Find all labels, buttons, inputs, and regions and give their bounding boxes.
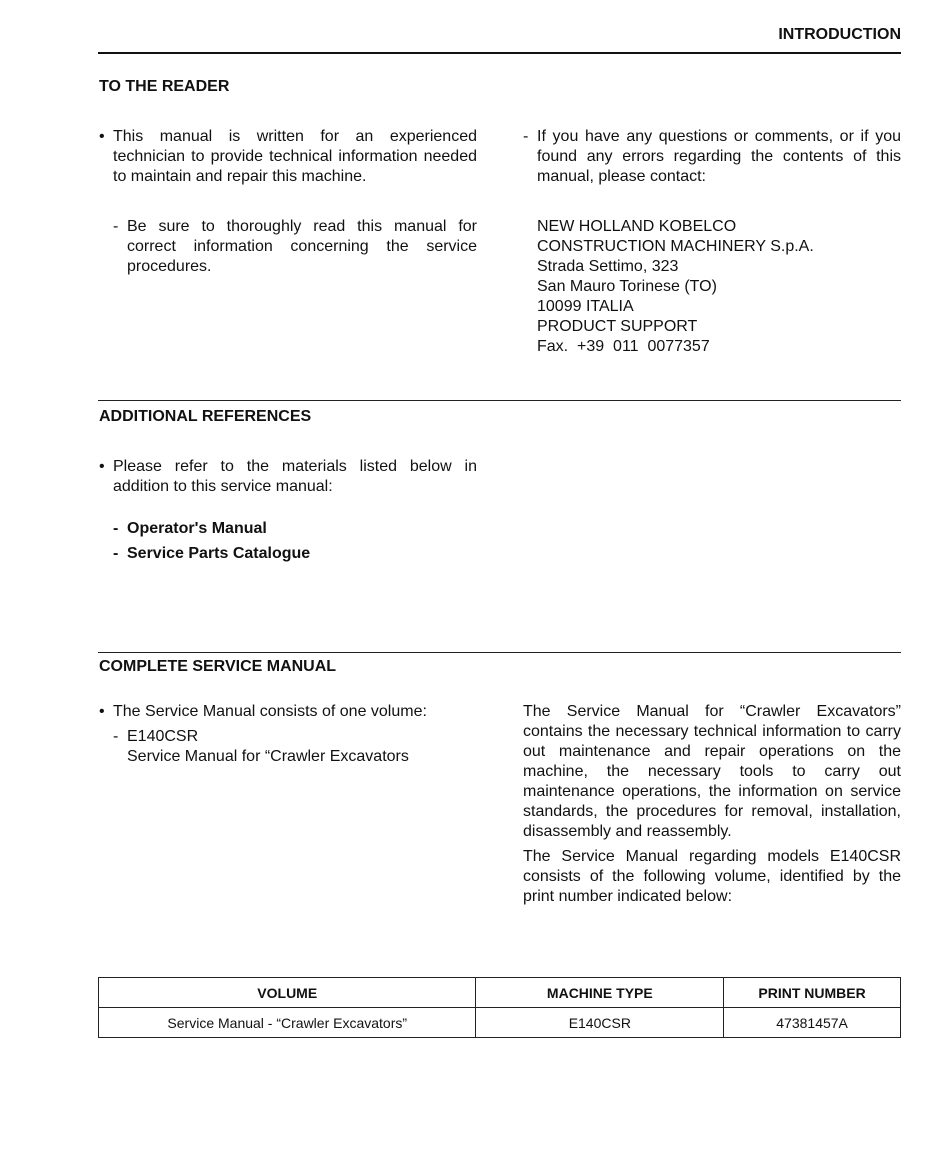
dash-mark: - [113,218,119,235]
reference-item-parts-catalogue: Service Parts Catalogue [127,545,311,562]
section-title-reader: TO THE READER [99,78,230,95]
references-para: Please refer to the materials listed below in addition to this service manual: [113,458,477,495]
dash-mark: - [113,520,119,537]
reader-para-3: If you have any questions or comments, or if you found any errors regarding the contents of this manual, please contact: [537,128,901,185]
complete-model-desc: Service Manual for “Crawler Excavators [127,748,409,765]
section-divider [98,400,901,401]
contact-address-block [537,217,901,357]
complete-model: E140CSR [127,728,199,745]
contact-line: Strada Settimo, 323 [537,258,679,275]
section-title-references: ADDITIONAL REFERENCES [99,408,312,425]
reference-item-operators-manual: Operator's Manual [127,520,267,537]
complete-right-para-1: The Service Manual for “Crawler Excavators” contains the necessary technical information to carry out maintenance and repair operations on the machine, the necessary tools to carry out maintenance operations, the information on service standards, the procedures for removal, installation, disassembly and reassembly. [523,703,901,840]
cell-print-number: 47381457A [724,1008,901,1038]
cell-machine-type: E140CSR [476,1008,724,1038]
col-header-machine-type: MACHINE TYPE [476,978,724,1008]
complete-bullet-text: The Service Manual consists of one volume: [113,703,427,720]
bullet-mark: • [99,458,105,475]
contact-line: CONSTRUCTION MACHINERY S.p.A. [537,238,814,255]
page-header-title: INTRODUCTION [778,26,901,43]
contact-line: San Mauro Torinese (TO) [537,278,717,295]
cell-volume: Service Manual - “Crawler Excavators” [99,1008,476,1038]
contact-line: PRODUCT SUPPORT [537,318,698,335]
reader-contact-intro [523,127,901,187]
volume-table [98,977,901,1038]
references-bullet [99,457,477,497]
col-header-volume: VOLUME [99,978,476,1008]
section-divider [98,652,901,653]
col-header-print-number: PRINT NUMBER [724,978,901,1008]
reader-bullet-1 [99,127,477,187]
bullet-mark: • [99,703,105,720]
reference-item [113,519,477,539]
reader-para-2: Be sure to thoroughly read this manual for correct information concerning the service procedures. [127,218,477,275]
reference-item [113,544,477,564]
dash-mark: - [113,728,119,745]
complete-right-para-2: The Service Manual regarding models E140CSR consists of the following volume, identified by the print number indicated below: [523,848,901,905]
reader-para-1: This manual is written for an experienced technician to provide technical information needed to maintain and repair this machine. [113,128,477,185]
section-title-complete: COMPLETE SERVICE MANUAL [99,658,337,675]
contact-fax: Fax. +39 011 0077357 [537,338,710,355]
bullet-mark: • [99,128,105,145]
complete-bullet [99,702,477,722]
reader-dash-item [113,217,477,277]
header-rule [98,52,901,54]
dash-mark: - [523,128,529,145]
dash-mark: - [113,545,119,562]
contact-line: 10099 ITALIA [537,298,634,315]
table-row [99,1008,901,1038]
contact-line: NEW HOLLAND KOBELCO [537,218,737,235]
complete-model-item [113,727,477,767]
table-header-row [99,978,901,1008]
